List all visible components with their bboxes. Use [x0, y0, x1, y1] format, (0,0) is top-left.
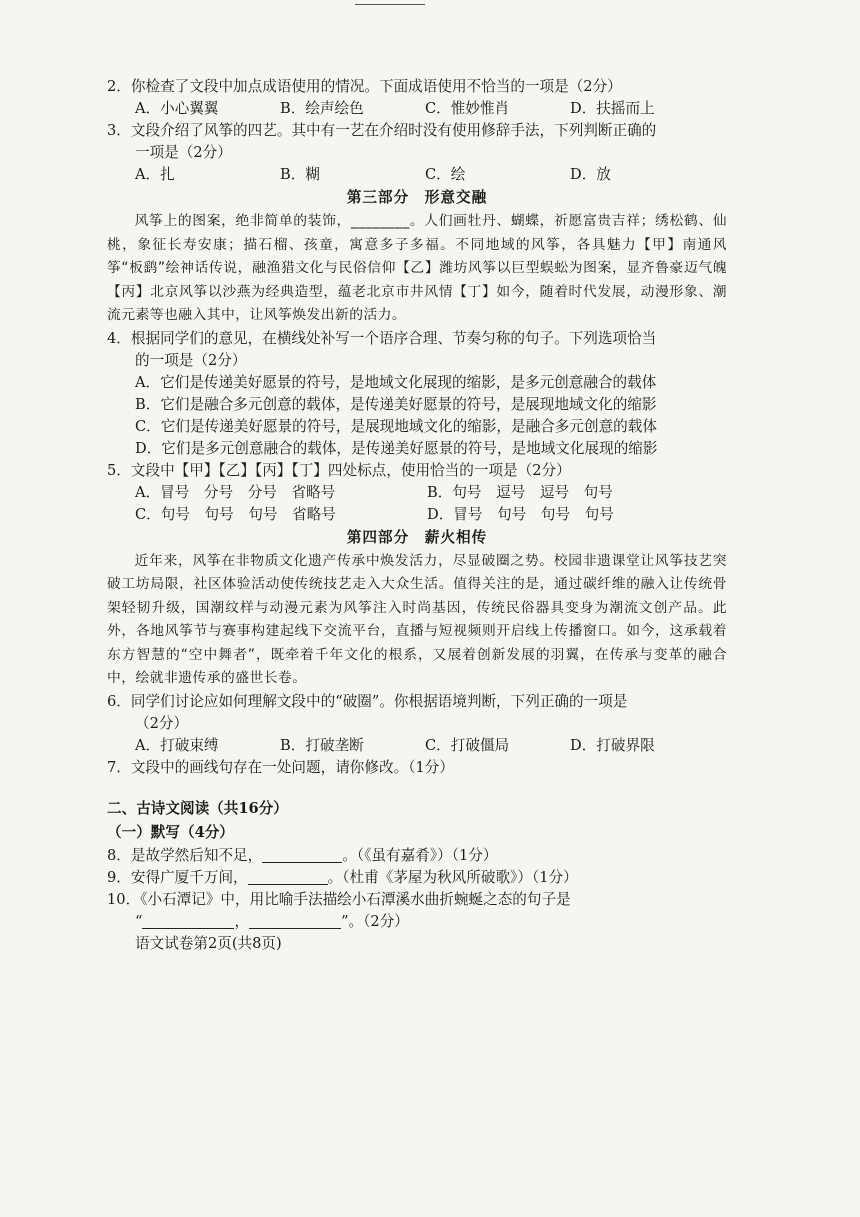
- option-d: D．放: [570, 166, 611, 183]
- question-6-stem: 6．同学们讨论应如何理解文段中的“破圈”。你根据语境判断，下列正确的一项是: [107, 692, 628, 710]
- question-4-stem: 4．根据同学们的意见，在横线处补写一个语序合理、节奏匀称的句子。下列选项恰当: [107, 329, 657, 347]
- page-content: [107, 76, 727, 955]
- option-a: A．小心翼翼: [135, 100, 219, 117]
- question-3-stem: 3．文段介绍了风筝的四艺。其中有一艺在介绍时没有使用修辞手法，下列判断正确的: [107, 122, 657, 139]
- option-b: B．绘声绘色: [280, 100, 364, 117]
- open-quote: “: [135, 912, 143, 930]
- question-10-answer-line: [107, 911, 727, 933]
- answer-blank-10a[interactable]: [142, 914, 234, 929]
- question-6-options: [107, 735, 727, 757]
- option-b: B．打破垄断: [280, 736, 364, 754]
- question-6-score: （2分）: [135, 714, 189, 732]
- question-5-stem: 5．文段中【甲】【乙】【丙】【丁】四处标点，使用恰当的一项是（2分）: [107, 461, 571, 479]
- option-c: C．惟妙惟肖: [425, 100, 510, 117]
- top-edge-mark: [355, 0, 425, 5]
- option-a: A．它们是传递美好愿景的符号，是地域文化展现的缩影，是多元创意融合的载体: [135, 373, 657, 391]
- section-2-subtitle: （一）默写（4分）: [107, 823, 234, 841]
- question-4-stem-cont: 的一项是（2分）: [135, 351, 247, 369]
- option-b: B．它们是融合多元创意的载体，是传递美好愿景的符号，是展现地域文化的缩影: [135, 395, 657, 413]
- page-footer: 语文试卷第2页(共8页): [135, 934, 282, 952]
- close-quote-score: ”。（2分）: [341, 912, 409, 930]
- option-d: D．它们是多元创意融合的载体，是传递美好愿景的符号，是地域文化展现的缩影: [135, 439, 658, 457]
- passage-text: 近年来，风筝在非物质文化遗产传承中焕发活力，尽显破圈之势。校园非遗课堂让风筝技艺突破工坊局限，社区体验活动使传统技艺走入大众生活。值得关注的是，通过碳纤维的融入让传统骨架轻韧升级，国潮纹样与动漫元素为风筝注入时尚基因，传统民俗器具变身为潮流文创产品。此外，各地风筝节与赛事构建起线下交流平台，直播与短视频则开启线上传播窗口。如今，这承载着东方智慧的“空中舞者”，既牵着千年文化的根系，又展着创新发展的羽翼，在传承与变革的融合中，绘就非遗传承的盛世长卷。: [107, 552, 727, 686]
- option-b: B．糊: [280, 166, 320, 183]
- question-8-suffix: 。（《虽有嘉肴》）（1分）: [342, 846, 498, 864]
- option-a: A．打破束缚: [135, 736, 219, 754]
- option-b: B．句号 逗号 逗号 句号: [427, 483, 613, 501]
- question-9-prefix: 9．安得广厦千万间，: [107, 868, 248, 886]
- option-c: C．句号 句号 句号 省略号: [135, 505, 336, 523]
- question-3-stem-cont: 一项是（2分）: [135, 144, 232, 161]
- question-2-options: [107, 98, 727, 120]
- question-5-options-row1: [107, 482, 727, 504]
- question-7-stem: 7．文段中的画线句存在一处问题，请你修改。（1分）: [107, 758, 454, 776]
- answer-blank-9[interactable]: [248, 870, 328, 885]
- part-3-passage: [107, 210, 727, 328]
- option-c: C．绘: [425, 166, 466, 183]
- question-2-stem: 2．你检查了文段中加点成语使用的情况。下面成语使用不恰当的一项是（2分）: [107, 78, 622, 95]
- answer-blank-10b[interactable]: [249, 914, 341, 929]
- question-9-suffix: 。（杜甫《茅屋为秋风所破歌》）（1分）: [327, 868, 578, 886]
- option-c: C．打破僵局: [425, 736, 510, 754]
- option-d: D．冒号 句号 句号 句号: [427, 505, 614, 523]
- section-2-title: 二、古诗文阅读（共16分）: [107, 799, 288, 817]
- part-3-heading: 第三部分 形意交融: [346, 189, 488, 206]
- option-d: D．打破界限: [570, 736, 655, 754]
- question-8-prefix: 8．是故学然后知不足，: [107, 846, 263, 864]
- question-9: [107, 867, 727, 889]
- question-10-stem: 10．《小石潭记》中，用比喻手法描绘小石潭溪水曲折蜿蜒之态的句子是: [107, 890, 571, 908]
- answer-blank-8[interactable]: [262, 848, 342, 863]
- option-c: C．它们是传递美好愿景的符号，是展现地域文化的缩影，是融合多元创意的载体: [135, 417, 657, 435]
- part-4-passage: [107, 550, 727, 691]
- passage-text: 风筝上的图案，绝非简单的装饰，________。人们画牡丹、蝴蝶，祈愿富贵吉祥；绣松鹤、仙桃，象征长寿安康；描石榴、孩童，寓意多子多福。不同地域的风筝，各具魅力【甲】南通风筝“板鹞”绘神话传说，融渔猎文化与民俗信仰【乙】潍坊风筝以巨型蜈蚣为图案，显齐鲁豪迈气魄【丙】北京风筝以沙燕为经典造型，蕴老北京市井风情【丁】如今，随着时代发展，动漫形象、潮流元素等也融入其中，让风筝焕发出新的活力。: [107, 213, 727, 323]
- option-a: A．扎: [135, 166, 175, 183]
- comma: ，: [234, 912, 250, 930]
- option-d: D．扶摇而上: [570, 100, 655, 117]
- part-4-heading: 第四部分 薪火相传: [346, 528, 488, 546]
- question-3-options: [107, 164, 727, 186]
- question-8: [107, 845, 727, 867]
- option-a: A．冒号 分号 分号 省略号: [135, 483, 336, 501]
- question-5-options-row2: [107, 504, 727, 526]
